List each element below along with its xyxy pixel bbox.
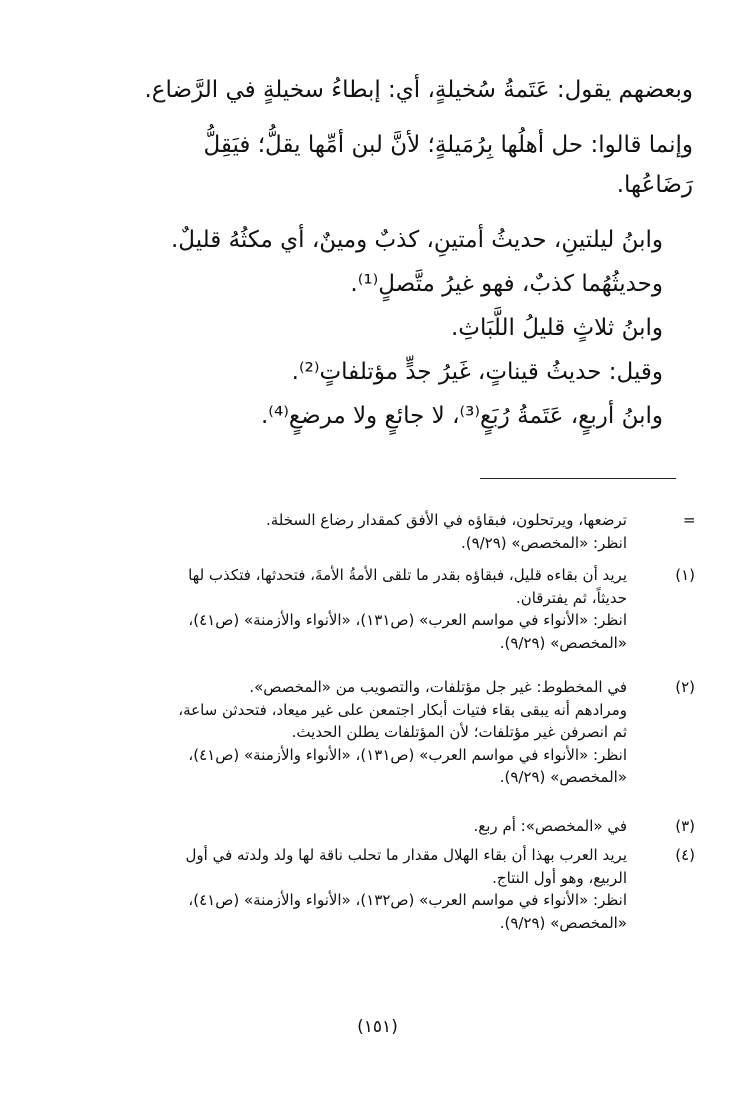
footnote-line: ومرادهم أنه يبقى بقاء فتيات أبكار اجتمعن على غير ميعاد، فتحدثن ساعة،	[178, 700, 627, 719]
footnote-marker: (١)	[675, 566, 695, 584]
main-text-line-3: رَضَاعُها.	[616, 172, 693, 198]
footnote-marker: (٣)	[675, 817, 695, 835]
main-text-line-6: وابنُ ثلاثٍ قليلُ اللَّبَاثِ.	[450, 315, 663, 341]
footnote-line: «المخصص» (٩/٢٩).	[499, 633, 627, 652]
footnote-marker: (٤)	[675, 846, 695, 864]
footnote-divider	[480, 478, 676, 479]
footnote-line: الربيع، وهو أول النتاج.	[492, 868, 627, 887]
footnote-4	[40, 844, 695, 934]
page-number: (١٥١)	[357, 1017, 398, 1037]
footnote-marker: (٢)	[675, 678, 695, 696]
footnote-2	[40, 676, 695, 789]
footnote-line: انظر: «المخصص» (٩/٢٩).	[460, 533, 627, 552]
footnote-line: انظر: «الأنواء في مواسم العرب» (ص١٣١)، «الأنواء والأزمنة» (ص٤١)،	[188, 745, 627, 764]
footnote-line: حديثاً، ثم يفترقان.	[515, 588, 627, 607]
main-text-line-1: وبعضهم يقول: عَتَمةُ سُخيلةٍ، أي: إبطاءُ سخيلةٍ في الرَّضاع.	[144, 77, 693, 103]
main-text-line-7: وقيل: حديثُ قيناتٍ، غَيرُ جدٍّ مؤتلفاتٍ⁽²⁾.	[291, 359, 663, 385]
footnote-line: انظر: «الأنواء في مواسم العرب» (ص١٣٢)، «الأنواء والأزمنة» (ص٤١)،	[188, 891, 627, 909]
footnote-1	[40, 564, 695, 654]
footnote-line: انظر: «الأنواء في مواسم العرب» (ص١٣١)، «الأنواء والأزمنة» (ص٤١)،	[188, 611, 627, 629]
footnote-line: في المخطوط: غير جل مؤتلفات، والتصويب من «المخصص».	[249, 678, 627, 696]
footnote-line: ثم انصرفن غير مؤتلفات؛ لأن المؤتلفات يطلن الحديث.	[291, 723, 627, 741]
footnote-line: «المخصص» (٩/٢٩).	[499, 913, 627, 932]
footnote-line: «المخصص» (٩/٢٩).	[499, 768, 627, 786]
continuation-marker: =	[683, 511, 696, 529]
main-text-line-5: وحديثُهُما كذبٌ، فهو غيرُ متَّصلٍ⁽¹⁾.	[350, 271, 663, 297]
footnote-line: يريد أن بقاءه قليل، فبقاؤه بقدر ما تلقى الأمةُ الأمةَ، فتحدثها، فتكذب لها	[188, 566, 627, 584]
footnote-line: ترضعها، ويرتحلون، فبقاؤه في الأفق كمقدار رضاع السخلة.	[265, 511, 627, 529]
main-text-line-8: وابنُ أربعٍ، عَتَمةُ رُبَعٍ⁽³⁾، لا جائعٍ ولا مرضعٍ⁽⁴⁾.	[261, 403, 663, 429]
footnote-continuation	[40, 509, 695, 554]
main-text-line-4: وابنُ ليلتينِ، حديثُ أمتينِ، كذبٌ ومينٌ، أي مكثُهُ قليلٌ.	[170, 227, 663, 253]
footnote-line: في «المخصص»: أم ربع.	[473, 817, 627, 835]
main-text-line-2: وإنما قالوا: حل أهلُها بِرُمَيلةٍ؛ لأنَّ لبن أمِّها يقلُّ؛ فيَقِلُّ	[203, 132, 693, 158]
footnote-line: يريد العرب بهذا أن بقاء الهلال مقدار ما تحلب ناقة لها ولد ولدته في أول	[185, 846, 627, 864]
footnote-3	[40, 815, 695, 838]
